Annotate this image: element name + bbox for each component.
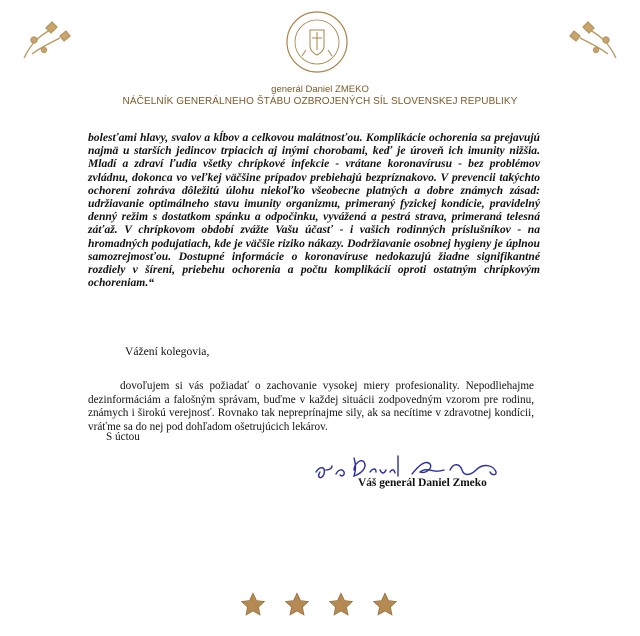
corner-ornament-top-left — [20, 18, 80, 62]
sender-title: NÁČELNÍK GENERÁLNEHO ŠTÁBU OZBROJENÝCH SÍL SLOVENSKEJ REPUBLIKY — [122, 96, 518, 107]
letter-paragraph: dovoľujem si vás požiadať o zachovanie vysokej miery profesionality. Nepodliehajme dezinformáciám a falošným správam, buďme v každej situácii zodpovedným vzorom pre rodinu, známych i širokú verejnosť. Rovnako tak nepreprínajme sily, ak sa necítime v zdravotnej kondícii, vráťme sa do nej pod dohľadom ošetrujúcich lekárov. — [88, 380, 534, 433]
letter-closing: S úctou — [106, 431, 140, 443]
star-ornament-icon — [238, 592, 268, 616]
letter-body — [88, 380, 534, 434]
corner-ornament-top-right — [560, 18, 620, 62]
seal-emblem — [278, 10, 356, 74]
signed-name: Váš generál Daniel Zmeko — [358, 477, 487, 489]
star-ornament-icon — [370, 592, 400, 616]
quoted-paragraph — [88, 131, 540, 289]
quote-text: bolesťami hlavy, svalov a kĺbov a celkovou malátnosťou. Komplikácie ochorenia sa prejavujú najmä u starších jedincov trpiacich aj inými chorobami, keď je úroveň ich imunity nižšia. Mladí a zdraví ľudia všetky chrípkové infekcie - vrátane koronavírusu - bez problémov zvládnu, dokonca vo veľkej väčšine prípadov prebiehajú bezpríznakovo. V prevencii takýchto ochorení zohráva dôležitú úlohu niekoľko všeobecne platných a dobre známych zásad: udržiavanie optimálneho stavu imunity organizmu, primeraný fyzickej kondície, pravidelný denný režim s dostatkom spánku a odpočinku, vyvážená a pestrá strava, primeraná telesná záťaž. V chrípkovom období zvážte Vašu účasť - i vašich rodinných príslušníkov - na hromadných podujatiach, kde je väčšie riziko nákazy. Dodržiavanie osobnej hygieny je úplnou samozrejmosťou. Dostupné informácie o koronavíruse nedokazujú žiadne signifikantné rozdiely v šírení, priebehu ochorenia a počtu komplikácií oproti ostatným chrípkovým ochoreniam.“ — [88, 131, 540, 290]
rank-stars — [238, 592, 400, 616]
star-ornament-icon — [326, 592, 356, 616]
letter-greeting: Vážení kolegovia, — [125, 345, 210, 358]
star-ornament-icon — [282, 592, 312, 616]
sender-name: generál Daniel ZMEKO — [271, 84, 369, 95]
